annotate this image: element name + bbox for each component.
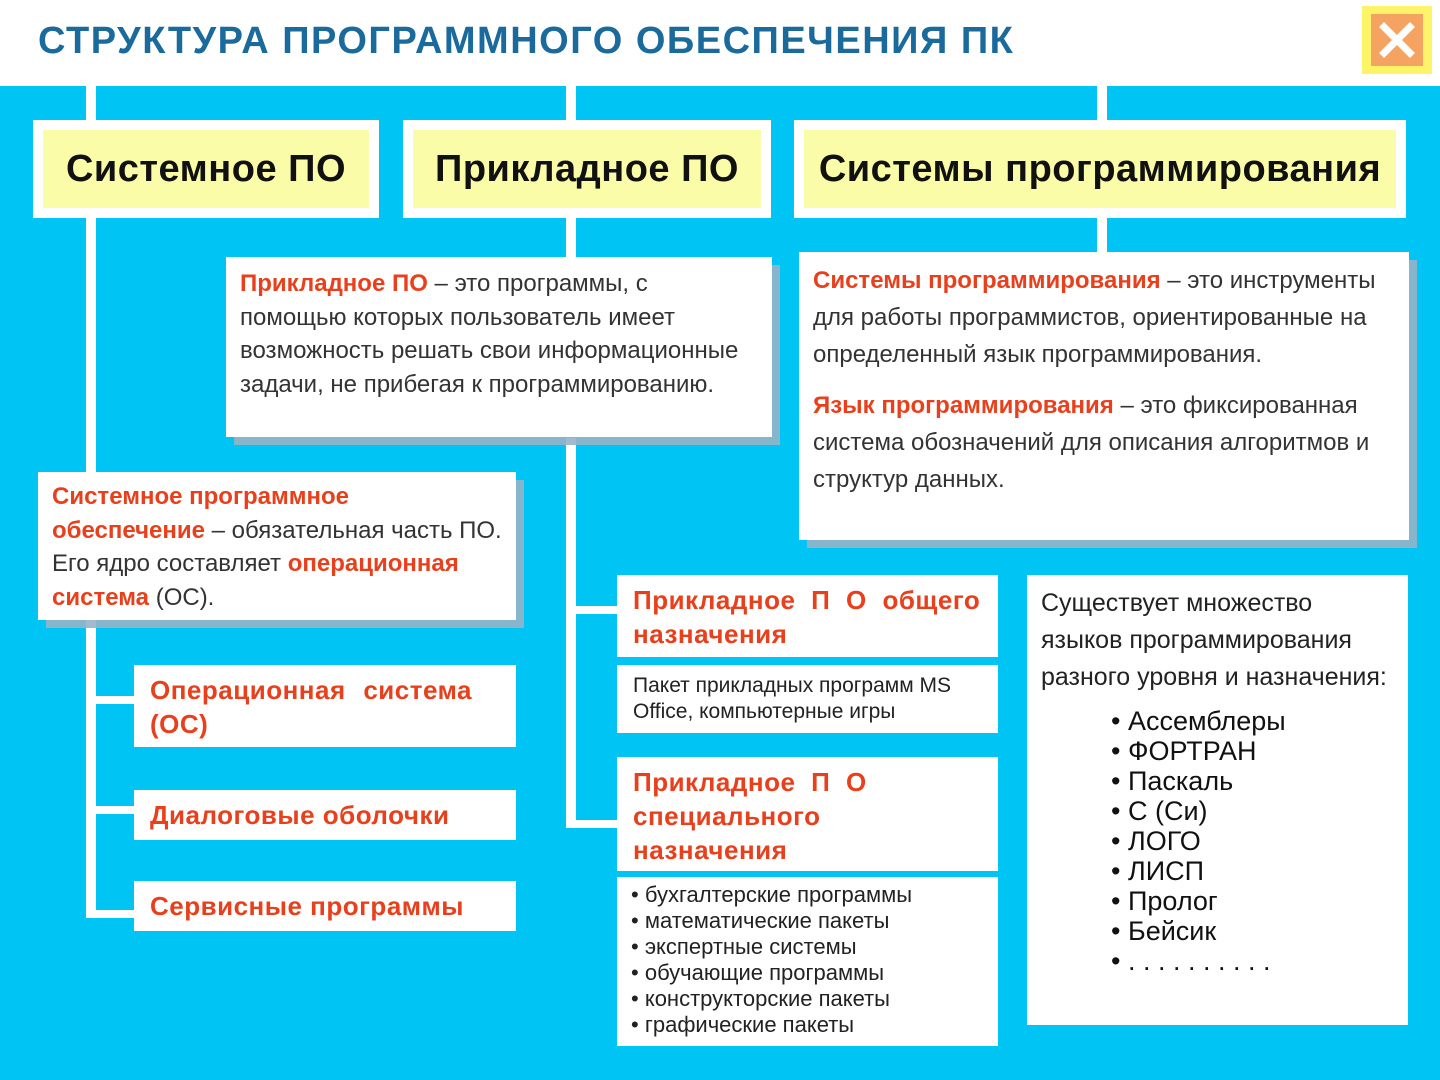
connector-applied-general: [566, 606, 618, 614]
category-applied-software: [403, 120, 771, 218]
list-item: • Пролог: [1111, 886, 1394, 916]
header: [0, 0, 1440, 86]
applied-text: – это программы, с помощью которых пользователь имеет возможность решать свои информационные задачи, не прибегая к программированию.: [240, 270, 739, 398]
list-item: • . . . . . . . . . .: [1111, 946, 1394, 976]
connector-system-service: [86, 910, 136, 918]
page-title: СТРУКТУРА ПРОГРАММНОГО ОБЕСПЕЧЕНИЯ ПК: [38, 20, 1015, 62]
close-button[interactable]: [1362, 6, 1432, 74]
applied-term: Прикладное ПО: [240, 270, 428, 297]
system-definition: [38, 472, 516, 620]
connector-top-mid: [566, 86, 576, 120]
programming-definition: [799, 252, 1409, 540]
connector-applied-special: [566, 820, 618, 828]
system-text-end: (ОС).: [149, 583, 215, 611]
connector-system-os: [86, 696, 136, 704]
system-item-shells: Диалоговые оболочки: [134, 790, 516, 840]
connector-top-left: [86, 86, 96, 120]
special-purpose-list: [617, 877, 998, 1046]
list-item: • ЛИСП: [1111, 856, 1394, 886]
list-item: • ФОРТРАН: [1111, 736, 1394, 766]
system-term: Системное программное обеспечение: [52, 483, 349, 544]
programming-language-text: – это фиксированная система обозначений для описания алгоритмов и структур данных.: [813, 392, 1370, 493]
category-label: Системы программирования: [804, 130, 1396, 208]
programming-language-def: [813, 387, 1395, 498]
system-item-os: Операционная система (ОС): [134, 665, 516, 747]
list-item: • бухгалтерские программы: [631, 882, 984, 908]
connector-applied-trunk: [566, 438, 576, 828]
system-item-service: Сервисные программы: [134, 881, 516, 931]
os-term: операционная система: [52, 550, 459, 611]
programming-systems-text: – это инструменты для работы программистов, ориентированные на определенный язык программирования.: [813, 267, 1376, 368]
list-item: • Ассемблеры: [1111, 706, 1394, 736]
list-item: • Паскаль: [1111, 766, 1394, 796]
programming-language-term: Язык программирования: [813, 392, 1114, 419]
connector-system-shells: [86, 806, 136, 814]
general-purpose-title: Прикладное П О общего назначения: [617, 575, 998, 657]
list-item: • экспертные системы: [631, 934, 984, 960]
connector-applied-top: [566, 218, 576, 258]
languages-box: [1027, 575, 1408, 1025]
list-item: • С (Си): [1111, 796, 1394, 826]
list-item: • Бейсик: [1111, 916, 1394, 946]
connector-programming: [1097, 218, 1107, 254]
special-purpose-title: Прикладное П О специального назначения: [617, 757, 998, 871]
list-item: • обучающие программы: [631, 960, 984, 986]
languages-list: [1111, 706, 1394, 976]
close-icon[interactable]: [1371, 14, 1423, 66]
programming-systems-def: [813, 262, 1395, 373]
list-item: • конструкторские пакеты: [631, 986, 984, 1012]
connector-top-right: [1097, 86, 1107, 120]
category-system-software: [33, 120, 379, 218]
programming-systems-term: Системы программирования: [813, 267, 1161, 294]
list-item: • ЛОГО: [1111, 826, 1394, 856]
general-purpose-desc: Пакет прикладных программ MS Office, компьютерные игры: [617, 665, 998, 733]
system-text: – обязательная часть ПО. Его ядро составляет: [52, 516, 502, 577]
list-item: • математические пакеты: [631, 908, 984, 934]
category-label: Прикладное ПО: [413, 130, 761, 208]
applied-definition: [226, 257, 772, 437]
category-programming-systems: [794, 120, 1406, 218]
category-label: Системное ПО: [43, 130, 369, 208]
languages-intro: Существует множество языков программирования разного уровня и назначения:: [1041, 589, 1387, 691]
list-item: • графические пакеты: [631, 1012, 984, 1038]
